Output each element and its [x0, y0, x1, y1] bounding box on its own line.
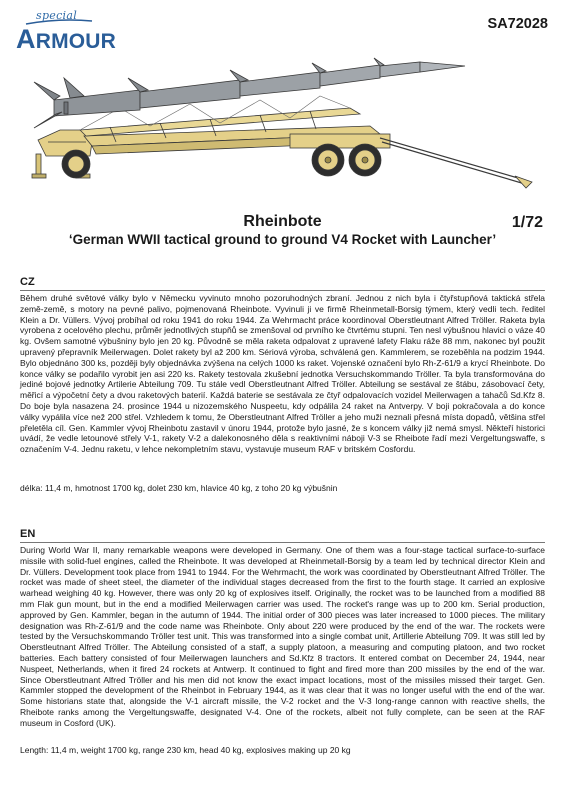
en-section-heading: EN [20, 528, 36, 540]
cz-body-text: Během druhé světové války bylo v Německu vyvinuto mnoho pozoruhodných zbraní. Jednou z nich byla i čtyřstupňová taktická střela země-země, s motory na pevné palivo, pojmenovaná Rheinbote. Vyvinuli ji ve firmě Rheinmetall-Borsig týmem, který vedli tech. ředitel Klein a Dr. Vüllers. Vývoj probíhal od roku 1941 do roku 1944. Za Wehrmacht práce koordinoval Oberstleutnant Alfred Tröller. Raketa byla vyrobena z ocelového plechu, průměr jednotlivých stupňů se zmenšoval od prvního ke čtvrtému stupni. Ten nesl výbušnou hlavici o váze 40 kg. Ovšem samotné výbušniny bylo jen 20 kg. Původně se měla raketa odpalovat z upravené lafety Flaku ráže 88 mm, nakonec byl použit upravený přepravník Meilerwagen. Dolet rakety byl až 200 km. Sériová výroba, schválená gen. Kammlerem, se rozeběhla na podzim 1944. Bylo objednáno 300 ks, později byly objednávka zvýšena na celých 1000 ks raket. Vojenské označení bylo Rh-Z-61/9 a krycí Rheinbote. Do konce války se podařilo vyrobit jen asi 220 ks. Rakety testovala zkušební jednotka Versuchskommando Tröller. Ta byla transformována do jediné bojové jednotky Artilerie Abteilung 709. Tu stále vedl Oberstleutnant Alfred Tröller. Abteilung se sestával ze štábu, zásobovací čety, měřicí a výpočetní čety a dvou raketových baterií. Každá baterie se sestávala ze čtyř odpalovacích vozidel Meilerwagen a tahačů Sd.Kfz 8. Do boje byla nasazena 24. prosince 1944 u nizozemského Nuspeetu, kdy odpálila 24 raket na Antverpy. V boji pokračovala a do konce války vypálila více než 200 střel. Vzhledem k tomu, že Oberstleutnant Alfred Tröller a jeho muži neznali přesná místa dopadů, většina střel přeletěla cíl. Gen. Kammler vývoj Rheinbotu zastavil v únoru 1944, protože bylo jasné, že s koncem války již nemá smysl. Někteří historici uvádí, že vedle letounové střely V-1, rakety V-2 a dalekonosného děla s reaktivními náboji V-3 se Rheibote řadí mezi Vergeltungswaffe, s označením V-4. Jednu raketu, v lehce nekompletním stavu, vystavuje museum RAF v britském Cosfordu. [20, 293, 545, 455]
cz-section-heading: CZ [20, 276, 35, 288]
page-title: Rheinbote [243, 213, 322, 230]
product-code: SA72028 [487, 16, 548, 32]
logo-special-text: special [36, 9, 78, 22]
en-specs: Length: 11,4 m, weight 1700 kg, range 230 km, head 40 kg, explosives making up 20 kg [20, 745, 351, 755]
cz-specs: délka: 11,4 m, hmotnost 1700 kg, dolet 230 km, hlavice 40 kg, z toho 20 kg výbušnin [20, 483, 338, 493]
en-body-text: During World War II, many remarkable weapons were developed in Germany. One of them was a four-stage tactical surface-to-surface missile with solid-fuel engines, called the Rheinbote. It was developed at Rheinmetall-Borsig by a team led by technical director Klein and Dr. Vüllers. Development took place from 1941 to 1944. For the Wehrmacht, the work was coordinated by Oberstleutnant Alfred Tröller. The rocket was made of sheet steel, the diameter of the individual stages decreased from the first to the fourth stage. It carried an explosive warhead weighing 40 kg. However, there was only 20 kg of explosives itself. Originally, the rocket was to be launched from a modified 88 mm Flak gun mount, but in the end a modified Meilerwagen carrier was used. The rocket's range was up to 200 km. Serial production, approved by Gen. Kammler, began in the autumn of 1944. The initial order of 300 pieces was later increased to 1000 pieces. The military designation was Rh-Z-61/9 and the code name was Rheinbote. Only about 220 were produced by the end of the war. The rockets were tested by the Versuchskommando Tröller test unit. This was transformed into a single combat unit, Artillerie Abteilung 709. It was still led by Oberstleutnant Alfred Tröller. The Abteilung consisted of a staff, a supply platoon, a measuring and computing platoon, and two rocket batteries. Each battery consisted of four Meilerwagen launchers and Sd.Kfz 8 tractors. It entered combat on December 24, 1944, near Nuspeet, Netherlands, when it fired 24 rockets at Antwerp. It continued to fight and fired more than 200 missiles by the end of the war. Since Oberstleutnant Alfred Tröller and his men did not know the exact impact locations, most of the missiles missed their target. Gen. Kammler stopped the development of the Rheinbot in February 1944, as it was clear that it was no longer useful with the end of the war. Some historians state that, alongside the V-1 aircraft missile, the V-2 rocket and the V-3 long-range cannon with reactive shells, the Rheibote ranks among the Vergeltungswaffe, designated V-4. One of the rockets, albeit not fully complete, can be seen at the RAF museum in Cosford (UK). [20, 545, 545, 728]
cz-divider [20, 290, 545, 291]
rocket-launcher-illustration [20, 38, 545, 198]
model-scale: 1/72 [511, 214, 543, 231]
logo-armour-rest: RMOUR [35, 30, 117, 53]
logo-armour-initial: A [16, 24, 36, 54]
en-divider [20, 542, 545, 543]
page-subtitle: ‘German WWII tactical ground to ground V4 Rocket with Launcher’ [68, 232, 497, 247]
